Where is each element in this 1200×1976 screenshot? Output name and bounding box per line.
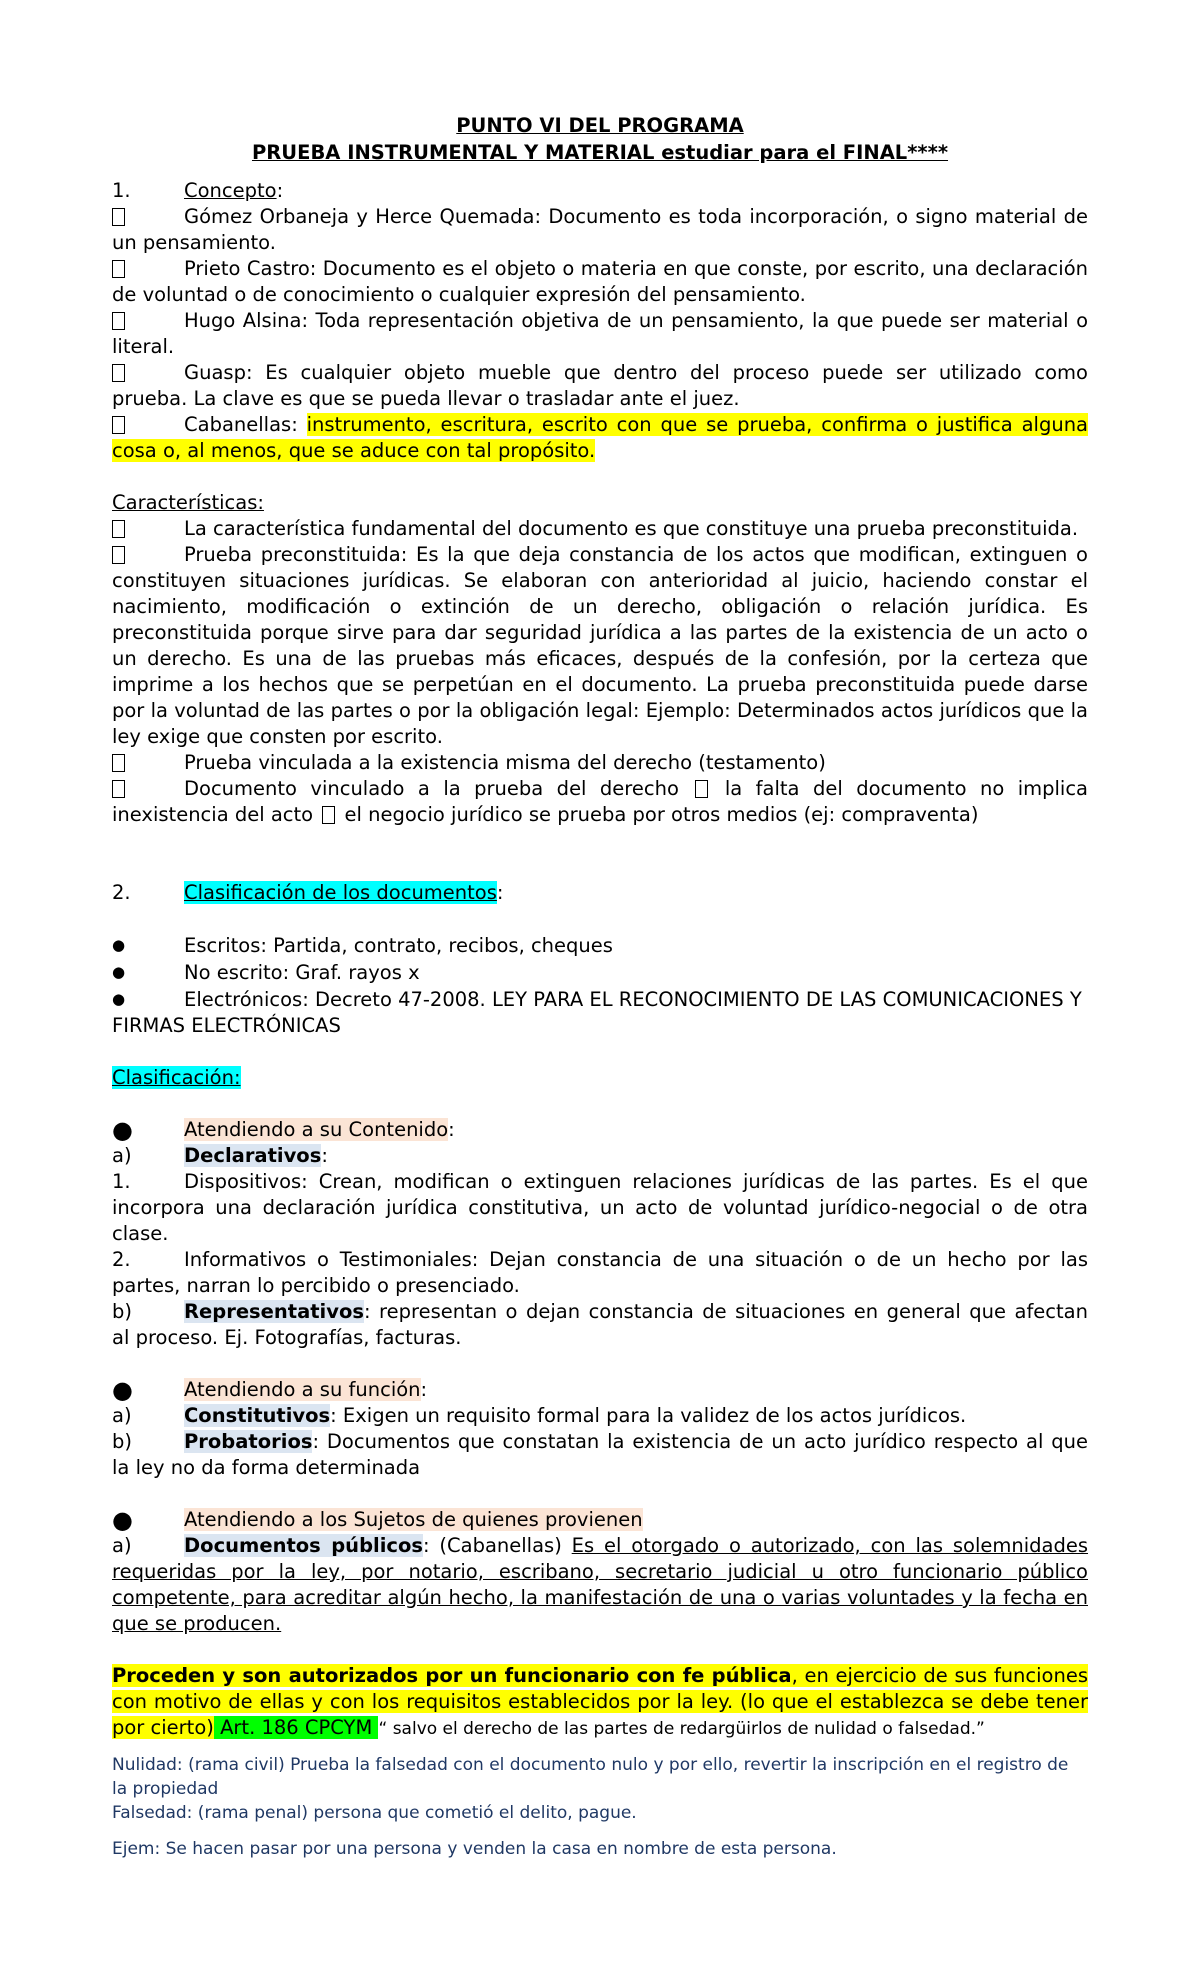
concepto-title: Concepto xyxy=(184,179,277,202)
proceden-text: , en ejercicio de sus funciones con motivo de ellas y con los requisitos establecidos por la ley. (lo que el establezca se debe tener por cierto) xyxy=(112,1664,1088,1739)
contenido-title: Atendiendo a su Contenido xyxy=(184,1118,449,1141)
list-item xyxy=(112,932,1088,959)
list-item xyxy=(112,959,1088,986)
declarativos-row xyxy=(112,1143,1088,1169)
checkbox-glyph-icon xyxy=(112,780,125,798)
caracteristicas-item-text: La característica fundamental del documento es que constituye una prueba preconstituida. xyxy=(184,517,1079,540)
cabanellas-definition: instrumento, escritura, escrito con que se prueba, confirma o justifica alguna cosa o, al menos, que se aduce con tal propósito. xyxy=(112,413,1088,462)
arrow-glyph-icon xyxy=(695,780,708,798)
list-label: b) xyxy=(112,1300,132,1323)
caracteristicas-heading: Características: xyxy=(112,491,264,514)
list-label: a) xyxy=(112,1534,132,1557)
proceden-bold-text: Proceden y son autorizados por un funcionario con fe pública xyxy=(112,1664,792,1687)
list-item-text: Electrónicos: Decreto 47-2008. LEY PARA EL RECONOCIMIENTO DE LAS COMUNICACIONES Y FIRMAS ELECTRÓNICAS xyxy=(112,988,1082,1037)
document-subtitle: PRUEBA INSTRUMENTAL Y MATERIAL estudiar para el FINAL**** xyxy=(251,141,949,164)
caracteristicas-item xyxy=(112,516,1088,542)
concepto-item xyxy=(112,308,1088,360)
bullet-icon: ● xyxy=(112,1116,133,1144)
constitutivos-text: : Exigen un requisito formal para la validez de los actos jurídicos. xyxy=(330,1404,967,1427)
contenido-colon: : xyxy=(448,1118,455,1141)
list-label: b) xyxy=(112,1430,132,1453)
concepto-colon: : xyxy=(276,179,284,202)
representativos-row xyxy=(112,1299,1088,1351)
contenido-heading xyxy=(112,1117,1088,1143)
list-label: 1. xyxy=(112,1170,131,1193)
constitutivos-title: Constitutivos xyxy=(184,1404,331,1427)
dispositivos-row xyxy=(112,1169,1088,1247)
clasificacion-docs-colon: : xyxy=(496,881,504,904)
documentos-publicos-colon: : xyxy=(422,1534,430,1557)
informativos-text: Informativos o Testimoniales: Dejan constancia de una situación o de un hecho por las partes, narran lo percibido o presenciado. xyxy=(112,1248,1088,1297)
concepto-item-text: Prieto Castro: Documento es el objeto o materia en que conste, por escrito, una declaración de voluntad o de conocimiento o cualquier expresión del pensamiento. xyxy=(112,257,1088,306)
document-title: PUNTO VI DEL PROGRAMA xyxy=(456,114,744,137)
representativos-title: Representativos xyxy=(184,1300,364,1323)
caracteristicas-item xyxy=(112,776,1088,828)
caracteristicas-item-text: Prueba vinculada a la existencia misma del derecho (testamento) xyxy=(184,751,826,774)
concepto-item xyxy=(112,204,1088,256)
bullet-icon: ● xyxy=(112,936,126,954)
funcion-heading xyxy=(112,1377,1088,1403)
probatorios-title: Probatorios xyxy=(184,1430,313,1453)
sujetos-heading xyxy=(112,1507,1088,1533)
ejemplo-note: Ejem: Se hacen pasar por una persona y venden la casa en nombre de esta persona. xyxy=(112,1839,837,1859)
declarativos-title: Declarativos xyxy=(184,1144,322,1167)
bullet-icon: ● xyxy=(112,963,126,981)
cabanellas-label: Cabanellas: xyxy=(184,413,307,436)
documentos-publicos-row xyxy=(112,1533,1088,1637)
checkbox-glyph-icon xyxy=(112,260,125,278)
documentos-publicos-title: Documentos públicos xyxy=(184,1534,423,1557)
list-label: a) xyxy=(112,1144,132,1167)
concepto-heading xyxy=(112,178,1088,204)
caracteristicas-item-text: Prueba preconstituida: Es la que deja constancia de los actos que modifican, extinguen o constituyen situaciones jurídicas. Se elaboran con anterioridad al juicio, haciendo constar el nacimiento, modificación o extinción de un derecho, obligación o relación jurídica. Es preconstituida porque sirve para dar seguridad jurídica a las partes de la existencia de un acto o un derecho. Es una de las pruebas más eficaces, después de la confesión, por la certeza que imprime a los hechos que se perpetúan en el documento. La prueba preconstituida puede darse por la voluntad de las partes o por la obligación legal: Ejemplo: Determinados actos jurídicos que la ley exige que consten por escrito. xyxy=(112,543,1088,748)
concepto-item-text: Guasp: Es cualquier objeto mueble que dentro del proceso puede ser utilizado como prueba. La clave es que se pueda llevar o trasladar ante el juez. xyxy=(112,361,1088,410)
caracteristicas-item-text: la falta del documento no implica inexistencia del acto xyxy=(112,777,1088,826)
article-reference: Art. 186 CPCYM xyxy=(213,1716,379,1739)
constitutivos-row xyxy=(112,1403,1088,1429)
bullet-icon: ● xyxy=(112,1376,133,1404)
dispositivos-text: Dispositivos: Crean, modifican o extinguen relaciones jurídicas de las partes. Es el que incorpora una declaración jurídica constitutiva, un acto de voluntad jurídico-negocial o de otra clase. xyxy=(112,1170,1088,1245)
checkbox-glyph-icon xyxy=(112,364,125,382)
informativos-row xyxy=(112,1247,1088,1299)
list-item xyxy=(112,986,1088,1039)
document-page xyxy=(112,112,1088,1861)
concepto-item-cabanellas xyxy=(112,412,1088,464)
concepto-number: 1. xyxy=(112,179,131,202)
caracteristicas-item xyxy=(112,750,1088,776)
checkbox-glyph-icon xyxy=(112,546,125,564)
clasificacion-docs-title: Clasificación de los documentos xyxy=(184,881,497,904)
caracteristicas-item xyxy=(112,542,1088,750)
representativos-text: : representan o dejan constancia de situaciones en general que afectan al proceso. Ej. Fotografías, facturas. xyxy=(112,1300,1088,1349)
list-label: 2. xyxy=(112,1248,131,1271)
caracteristicas-item-text: Documento vinculado a la prueba del derecho xyxy=(184,777,679,800)
clasificacion-heading xyxy=(112,1065,1088,1091)
arrow-glyph-icon xyxy=(322,806,335,824)
declarativos-colon: : xyxy=(321,1144,328,1167)
list-label: a) xyxy=(112,1404,132,1427)
checkbox-glyph-icon xyxy=(112,520,125,538)
proceden-quote: “ salvo el derecho de las partes de redargüirlos de nulidad o falsedad.” xyxy=(378,1719,985,1739)
nulidad-note: Nulidad: (rama civil) Prueba la falsedad con el documento nulo y por ello, revertir la inscripción en el registro de la propiedad xyxy=(112,1755,1069,1799)
concepto-item xyxy=(112,256,1088,308)
clasificacion-title: Clasificación: xyxy=(112,1066,241,1089)
concepto-item-text: Gómez Orbaneja y Herce Quemada: Documento es toda incorporación, o signo material de un pensamiento. xyxy=(112,205,1088,254)
documentos-publicos-source: (Cabanellas) xyxy=(429,1534,572,1557)
checkbox-glyph-icon xyxy=(112,416,125,434)
checkbox-glyph-icon xyxy=(112,754,125,772)
concepto-item xyxy=(112,360,1088,412)
caracteristicas-item-text: el negocio jurídico se prueba por otros medios (ej: compraventa) xyxy=(344,803,979,826)
bullet-icon: ● xyxy=(112,990,126,1008)
proceden-paragraph xyxy=(112,1663,1088,1741)
falsedad-note: Falsedad: (rama penal) persona que cometió el delito, pague. xyxy=(112,1803,637,1823)
funcion-title: Atendiendo a su función xyxy=(184,1378,421,1401)
checkbox-glyph-icon xyxy=(112,208,125,226)
probatorios-row xyxy=(112,1429,1088,1481)
list-item-text: Escritos: Partida, contrato, recibos, cheques xyxy=(184,934,613,957)
clasificacion-docs-number: 2. xyxy=(112,881,131,904)
funcion-colon: : xyxy=(420,1378,428,1401)
list-item-text: No escrito: Graf. rayos x xyxy=(184,961,420,984)
clasificacion-docs-heading xyxy=(112,880,1088,906)
probatorios-text: : Documentos que constatan la existencia de un acto jurídico respecto al que la ley no da forma determinada xyxy=(112,1430,1088,1479)
sujetos-title: Atendiendo a los Sujetos de quienes provienen xyxy=(184,1508,643,1531)
documentos-publicos-definition: Es el otorgado o autorizado, con las solemnidades requeridas por la ley, por notario, escribano, secretario judicial u otro funcionario público competente, para acreditar algún hecho, la manifestación de una o varias voluntades y la fecha en que se producen. xyxy=(112,1534,1089,1635)
checkbox-glyph-icon xyxy=(112,312,125,330)
concepto-item-text: Hugo Alsina: Toda representación objetiva de un pensamiento, la que puede ser material o literal. xyxy=(112,309,1088,358)
bullet-icon: ● xyxy=(112,1506,133,1534)
